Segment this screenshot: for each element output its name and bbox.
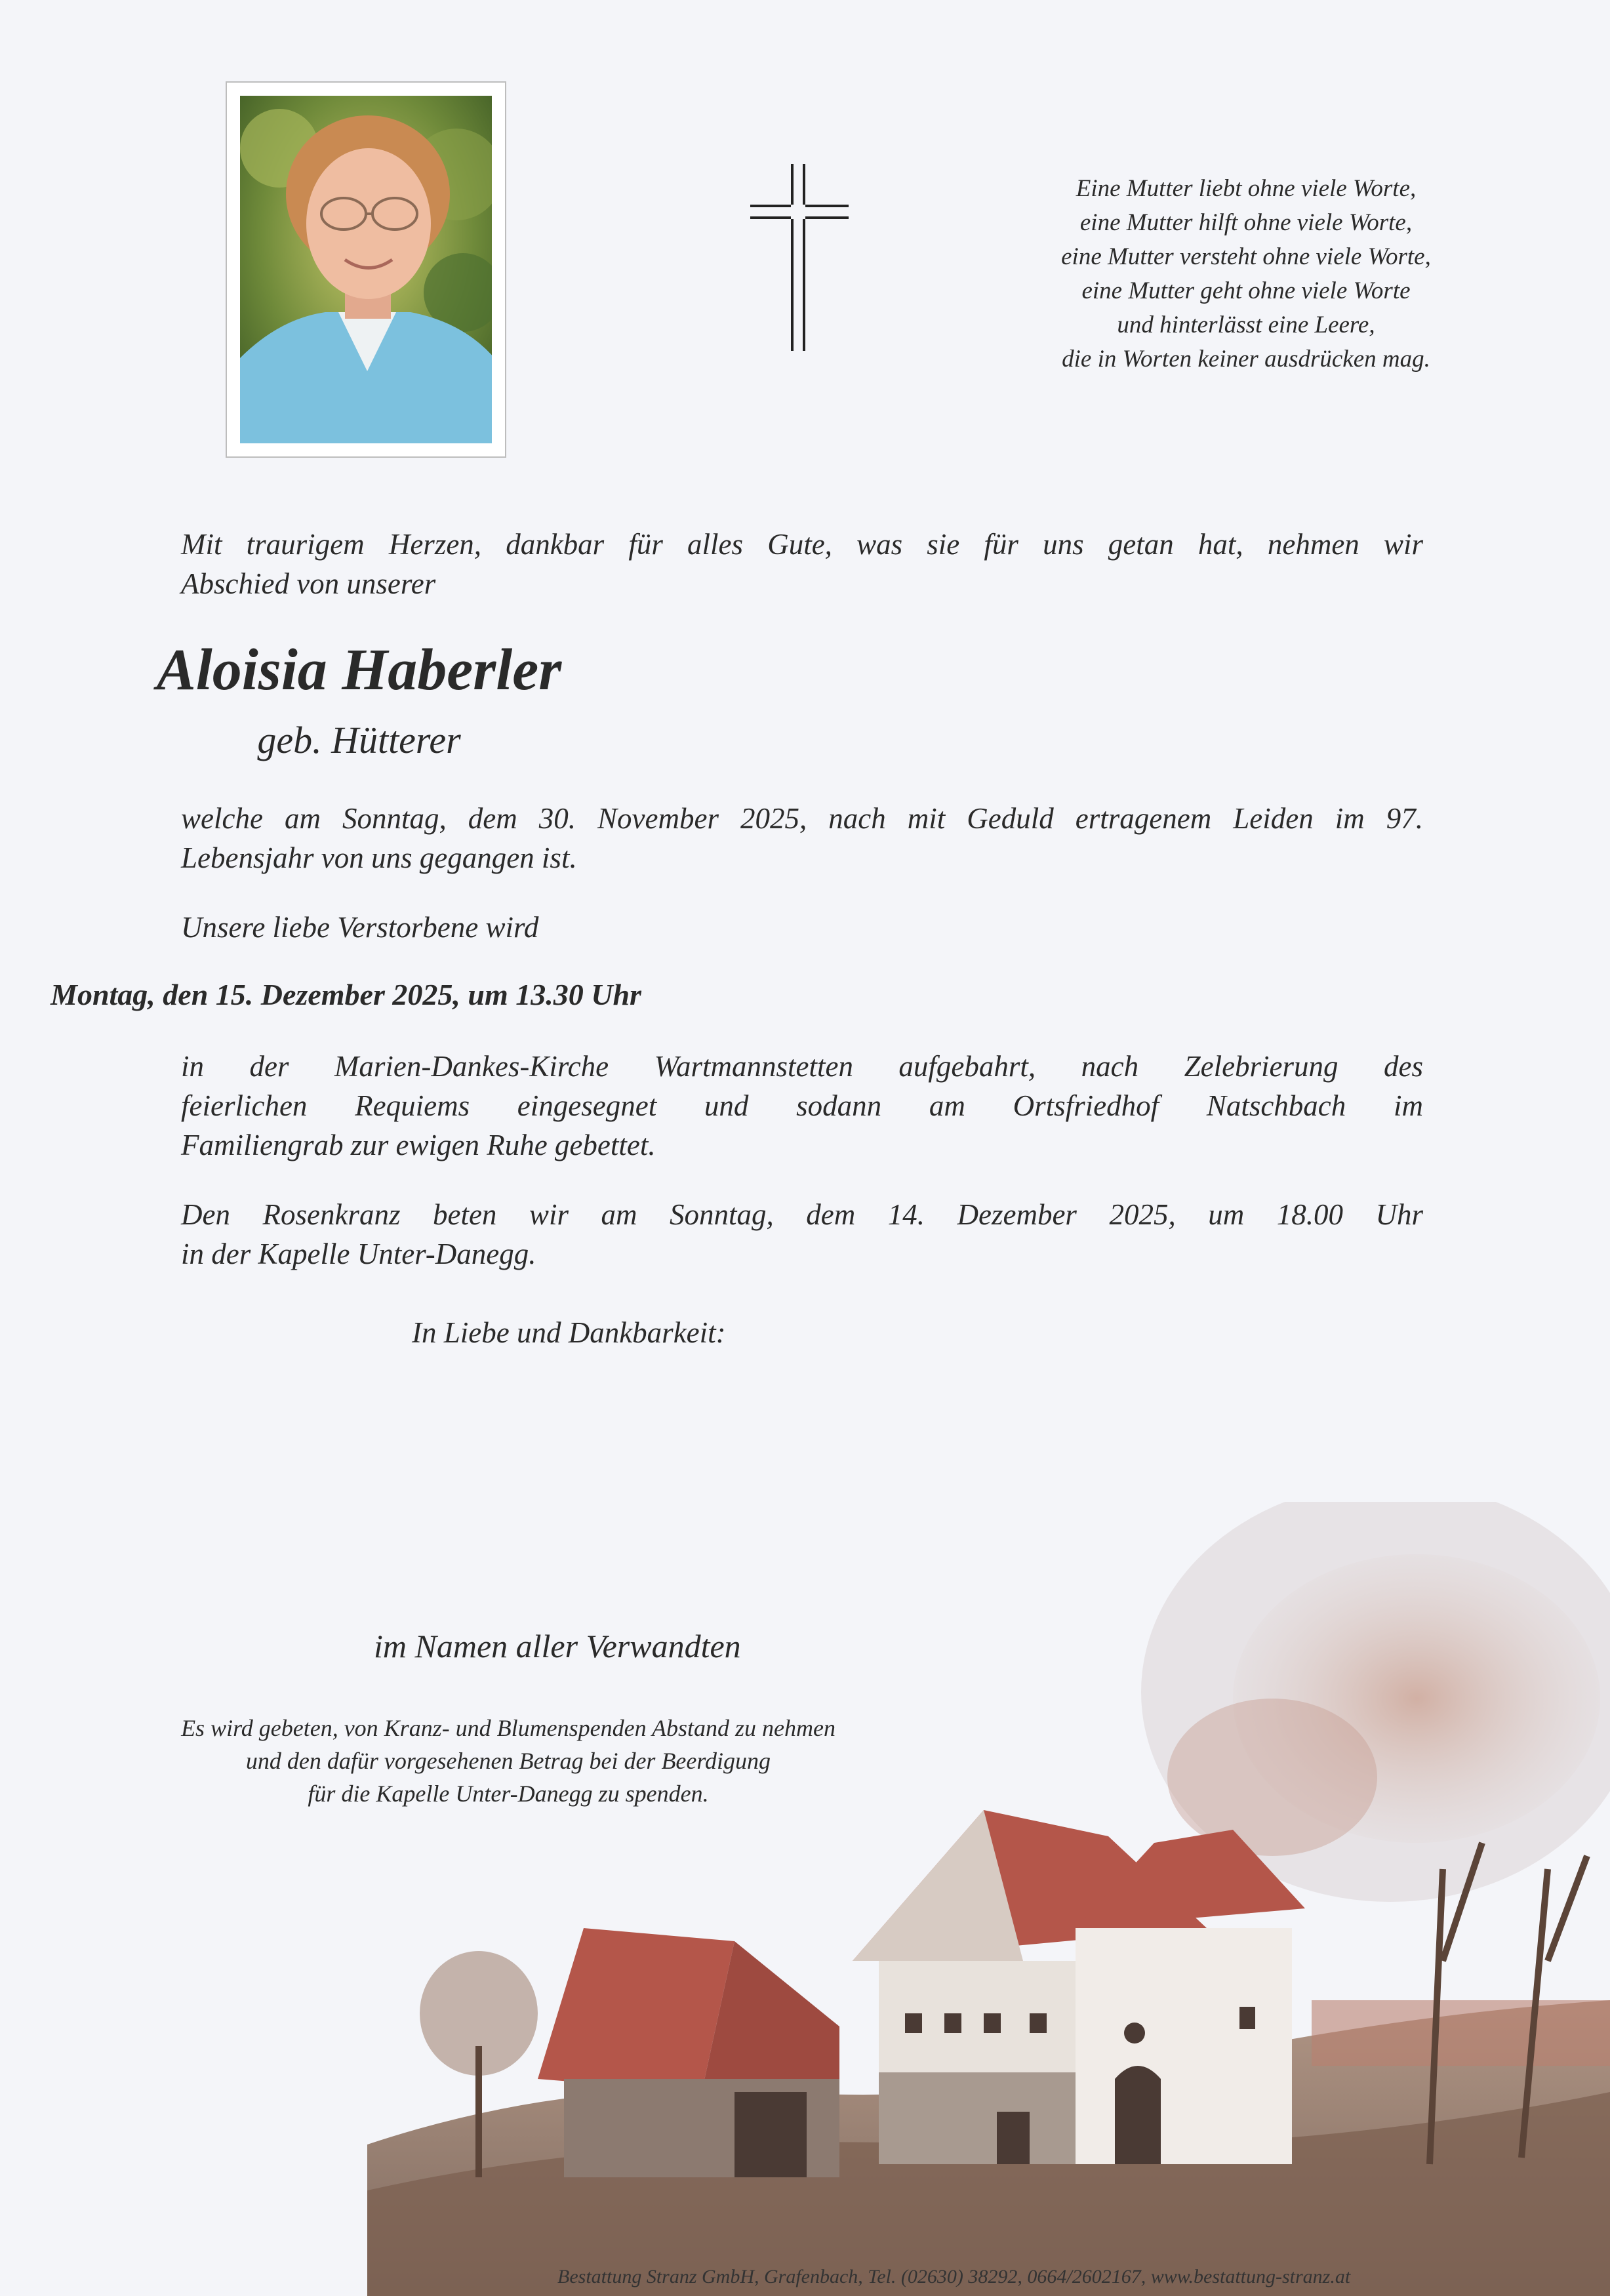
poem-line: und hinterlässt eine Leere,	[1117, 312, 1375, 338]
portrait-image	[240, 96, 492, 443]
relatives-text: im Namen aller Verwandten	[374, 1628, 741, 1664]
poem-line: eine Mutter geht ohne viele Worte	[1081, 277, 1411, 304]
intro-text	[181, 525, 1423, 603]
poem-line: eine Mutter hilft ohne viele Worte,	[1079, 209, 1413, 236]
portrait-photo	[226, 81, 506, 458]
funeral-line: Familiengrab zur ewigen Ruhe gebettet.	[181, 1129, 656, 1161]
family-enkelkinder	[0, 1468, 600, 1506]
funeral-text	[181, 1047, 1423, 1165]
funeral-line: feierlichen Requiems eingesegnet und sodann am Ortsfriedhof Natschbach im	[181, 1089, 1423, 1122]
cross-icon	[750, 164, 849, 351]
note-line: für die Kapelle Unter-Danegg zu spenden.	[308, 1781, 709, 1807]
maiden-name: geb. Hütterer	[257, 719, 461, 761]
poem-line: die in Worten keiner ausdrücken mag.	[1062, 346, 1430, 373]
intro-line: Mit traurigem Herzen, dankbar für alles Gute, was sie für uns getan hat, nehmen wir	[181, 528, 1423, 561]
poem	[984, 172, 1508, 376]
note-line: Es wird gebeten, von Kranz- und Blumenspenden Abstand zu nehmen	[181, 1715, 835, 1741]
closing-greeting: In Liebe und Dankbarkeit:	[412, 1316, 726, 1349]
funeral-intro: Unsere liebe Verstorbene wird	[181, 911, 539, 944]
footer-contact: Bestattung Stranz GmbH, Grafenbach, Tel. (02630) 38292, 0664/2602167, www.bestattung-stranz.at	[557, 2266, 1351, 2287]
note-line: und den dafür vorgesehenen Betrag bei der Beerdigung	[245, 1748, 771, 1774]
poem-line: eine Mutter versteht ohne viele Worte,	[1061, 243, 1431, 270]
funeral-line: in der Marien-Dankes-Kirche Wartmannstetten aufgebahrt, nach Zelebrierung des	[181, 1050, 1423, 1083]
rosary-text	[181, 1195, 1423, 1274]
poem-line: Eine Mutter liebt ohne viele Worte,	[1076, 175, 1417, 202]
death-line: welche am Sonntag, dem 30. November 2025, nach mit Geduld ertragenem Leiden im 97.	[181, 802, 1423, 835]
death-line: Lebensjahr von uns gegangen ist.	[181, 841, 577, 874]
deceased-name: Aloisia Haberler	[156, 637, 562, 702]
death-text	[181, 799, 1423, 877]
funeral-date: Montag, den 15. Dezember 2025, um 13.30 Uhr	[50, 978, 641, 1011]
village-illustration	[367, 1502, 1610, 2296]
family-kinder	[0, 1397, 600, 1435]
intro-line: Abschied von unserer	[181, 567, 436, 600]
rosary-line: in der Kapelle Unter-Danegg.	[181, 1238, 536, 1270]
rosary-line: Den Rosenkranz beten wir am Sonntag, dem 14. Dezember 2025, um 18.00 Uhr	[181, 1198, 1423, 1231]
